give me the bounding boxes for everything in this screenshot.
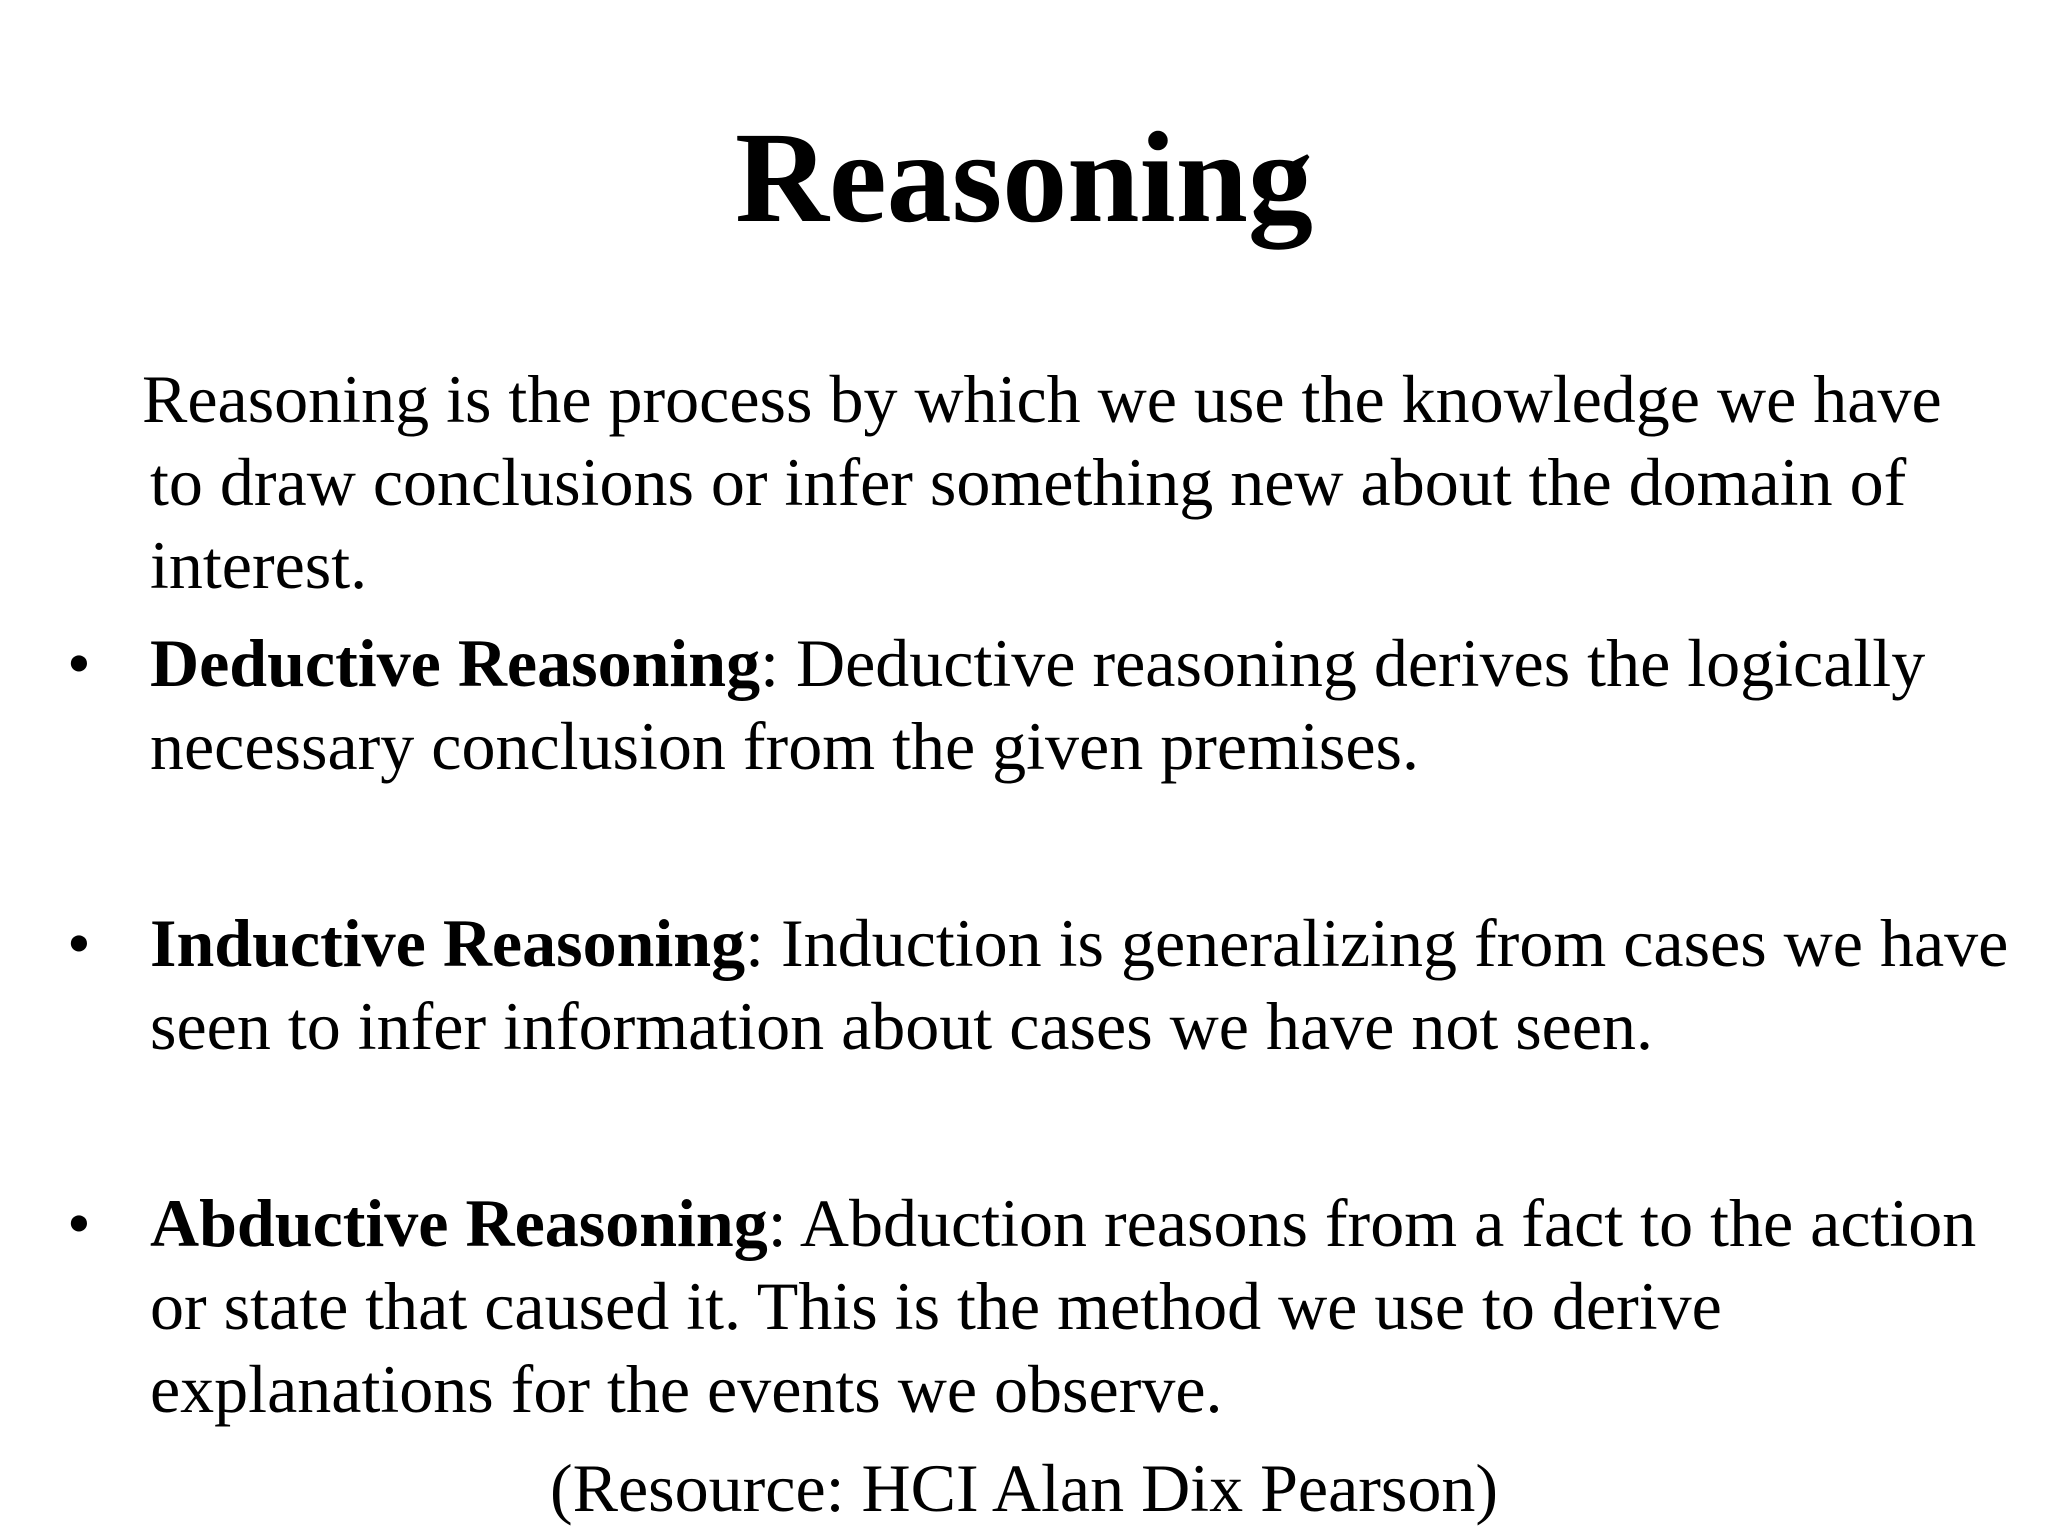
- bullet-separator: :: [767, 1185, 787, 1261]
- bullet-term: Inductive Reasoning: [150, 905, 746, 981]
- bullet-abductive-reasoning: [67, 1182, 2010, 1431]
- bullet-dot-icon: •: [67, 625, 91, 701]
- intro-paragraph: Reasoning is the process by which we use the knowledge we have to draw conclusions or infer something new about the domain of interest.: [142, 361, 1942, 603]
- bullet-description: Induction is generalizing from cases we have seen to infer information about cases we have not seen.: [150, 905, 2009, 1064]
- bullet-separator: :: [745, 905, 765, 981]
- bullet-dot-icon: •: [67, 905, 91, 981]
- bullet-description: Deductive reasoning derives the logically necessary conclusion from the given premises.: [150, 625, 1926, 784]
- bullet-term: Deductive Reasoning: [150, 625, 761, 701]
- bullet-term: Abductive Reasoning: [150, 1185, 768, 1261]
- bullet-separator: :: [760, 625, 780, 701]
- slide-title: Reasoning: [735, 106, 1313, 250]
- bullet-description: Abduction reasons from a fact to the action or state that caused it. This is the method we use to derive explanations for the events we observe.: [150, 1185, 1977, 1427]
- bullet-deductive-reasoning: [67, 622, 2010, 788]
- citation: (Resource: HCI Alan Dix Pearson): [549, 1450, 1498, 1526]
- bullet-inductive-reasoning: [67, 902, 2010, 1068]
- bullet-dot-icon: •: [67, 1185, 91, 1261]
